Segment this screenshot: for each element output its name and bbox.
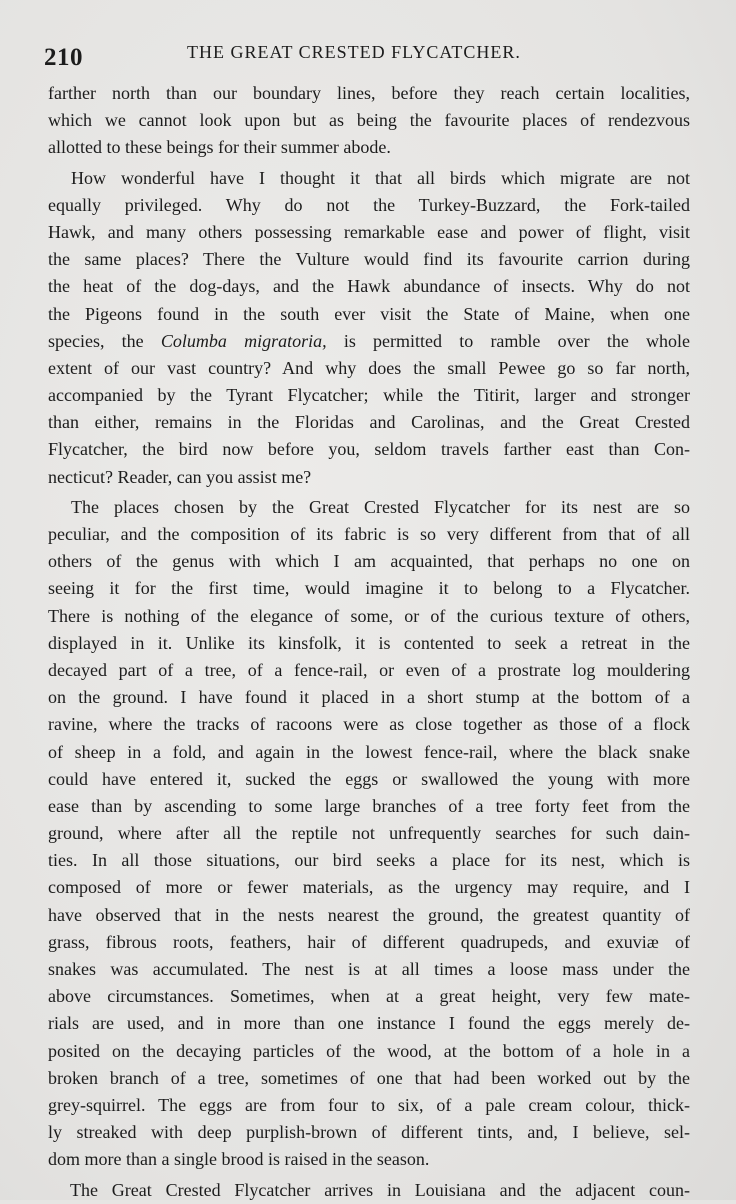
text-line: composed of more or fewer materials, as the urgency may require, and I (48, 877, 690, 898)
text-line: allotted to these beings for their summer abode. (48, 137, 391, 158)
text-line: could have entered it, sucked the eggs or swallowed the young with more (48, 768, 690, 789)
text-line: ravine, where the tracks of racoons were as close together as those of a flock (48, 714, 690, 735)
text-line: accompanied by the Tyrant Flycatcher; while the Titirit, larger and stronger (48, 385, 690, 406)
text-line: snakes was accumulated. The nest is at all times a loose mass under the (48, 959, 690, 979)
text-line: on the ground. I have found it placed in a short stump at the bottom of a (48, 687, 690, 708)
text-line: of sheep in a fold, and again in the lowest fence-rail, where the black snake (48, 741, 690, 762)
paragraph-first-line: The Great Crested Flycatcher arrives in Louisiana and the adjacent coun- (70, 1179, 690, 1200)
text-segment: is permitted to ramble over the whole (326, 330, 691, 351)
text-line: dom more than a single brood is raised in the season. (48, 1149, 430, 1170)
text-line: rials are used, and in more than one instance I found the eggs merely de- (48, 1013, 690, 1034)
text-line: posited on the decaying particles of the wood, at the bottom of a hole in a (48, 1040, 690, 1061)
species-name-italic: Columba migratoria, (160, 330, 327, 351)
text-line: extent of our vast country? And why does the small Pewee go so far north, (48, 357, 690, 378)
text-line: the same places? There the Vulture would find its favourite carrion during (48, 249, 690, 270)
body-text (48, 80, 690, 1204)
text-line: displayed in it. Unlike its kinsfolk, it is contented to seek a retreat in the (48, 632, 690, 653)
text-line: others of the genus with which I am acquainted, that perhaps no one on (48, 551, 690, 572)
text-line: than either, remains in the Floridas and Carolinas, and the Great Crested (48, 412, 690, 433)
paragraph-first-line: How wonderful have I thought it that all birds which migrate are not (71, 167, 690, 188)
text-segment: species, the (48, 330, 161, 351)
running-head: THE GREAT CRESTED FLYCATCHER. (187, 42, 521, 62)
text-line: broken branch of a tree, sometimes of one that had been worked out by the (48, 1067, 690, 1088)
text-line: grey-squirrel. The eggs are from four to six, of a pale cream colour, thick- (48, 1094, 690, 1115)
text-line: Flycatcher, the bird now before you, seldom travels farther east than Con- (48, 439, 690, 460)
text-line: decayed part of a tree, of a fence-rail, or even of a prostrate log mouldering (48, 659, 690, 680)
paragraph-first-line: The places chosen by the Great Crested Flycatcher for its nest are so (71, 496, 690, 517)
page-number: 210 (44, 44, 83, 71)
text-line: Hawk, and many others possessing remarkable ease and power of flight, visit (48, 221, 690, 242)
text-line: have observed that in the nests nearest the ground, the greatest quantity of (48, 904, 690, 925)
text-line: which we cannot look upon but as being the favourite places of rendezvous (48, 110, 690, 131)
text-line: seeing it for the first time, would imagine it to belong to a Flycatcher. (48, 578, 690, 599)
text-line (48, 328, 690, 355)
text-line: ground, where after all the reptile not unfrequently searches for such dain- (48, 823, 690, 844)
text-line: necticut? Reader, can you assist me? (48, 466, 312, 487)
text-line: equally privileged. Why do not the Turkey-Buzzard, the Fork-tailed (48, 194, 690, 215)
text-line: There is nothing of the elegance of some, or of the curious texture of others, (48, 605, 690, 626)
text-line: above circumstances. Sometimes, when at a great height, very few mate- (48, 986, 690, 1007)
text-line: ease than by ascending to some large branches of a tree forty feet from the (48, 795, 690, 816)
page-header (44, 38, 704, 74)
text-line: the Pigeons found in the south ever visit the State of Maine, when one (48, 303, 690, 324)
text-line: peculiar, and the composition of its fabric is so very different from that of all (48, 524, 690, 544)
text-line: grass, fibrous roots, feathers, hair of different quadrupeds, and exuviæ of (48, 931, 690, 952)
text-line: ties. In all those situations, our bird seeks a place for its nest, which is (48, 850, 690, 871)
text-line: ly streaked with deep purplish-brown of different tints, and, I believe, sel- (48, 1122, 690, 1143)
text-line: farther north than our boundary lines, before they reach certain localities, (48, 83, 690, 103)
text-line: the heat of the dog-days, and the Hawk abundance of insects. Why do not (48, 276, 690, 297)
